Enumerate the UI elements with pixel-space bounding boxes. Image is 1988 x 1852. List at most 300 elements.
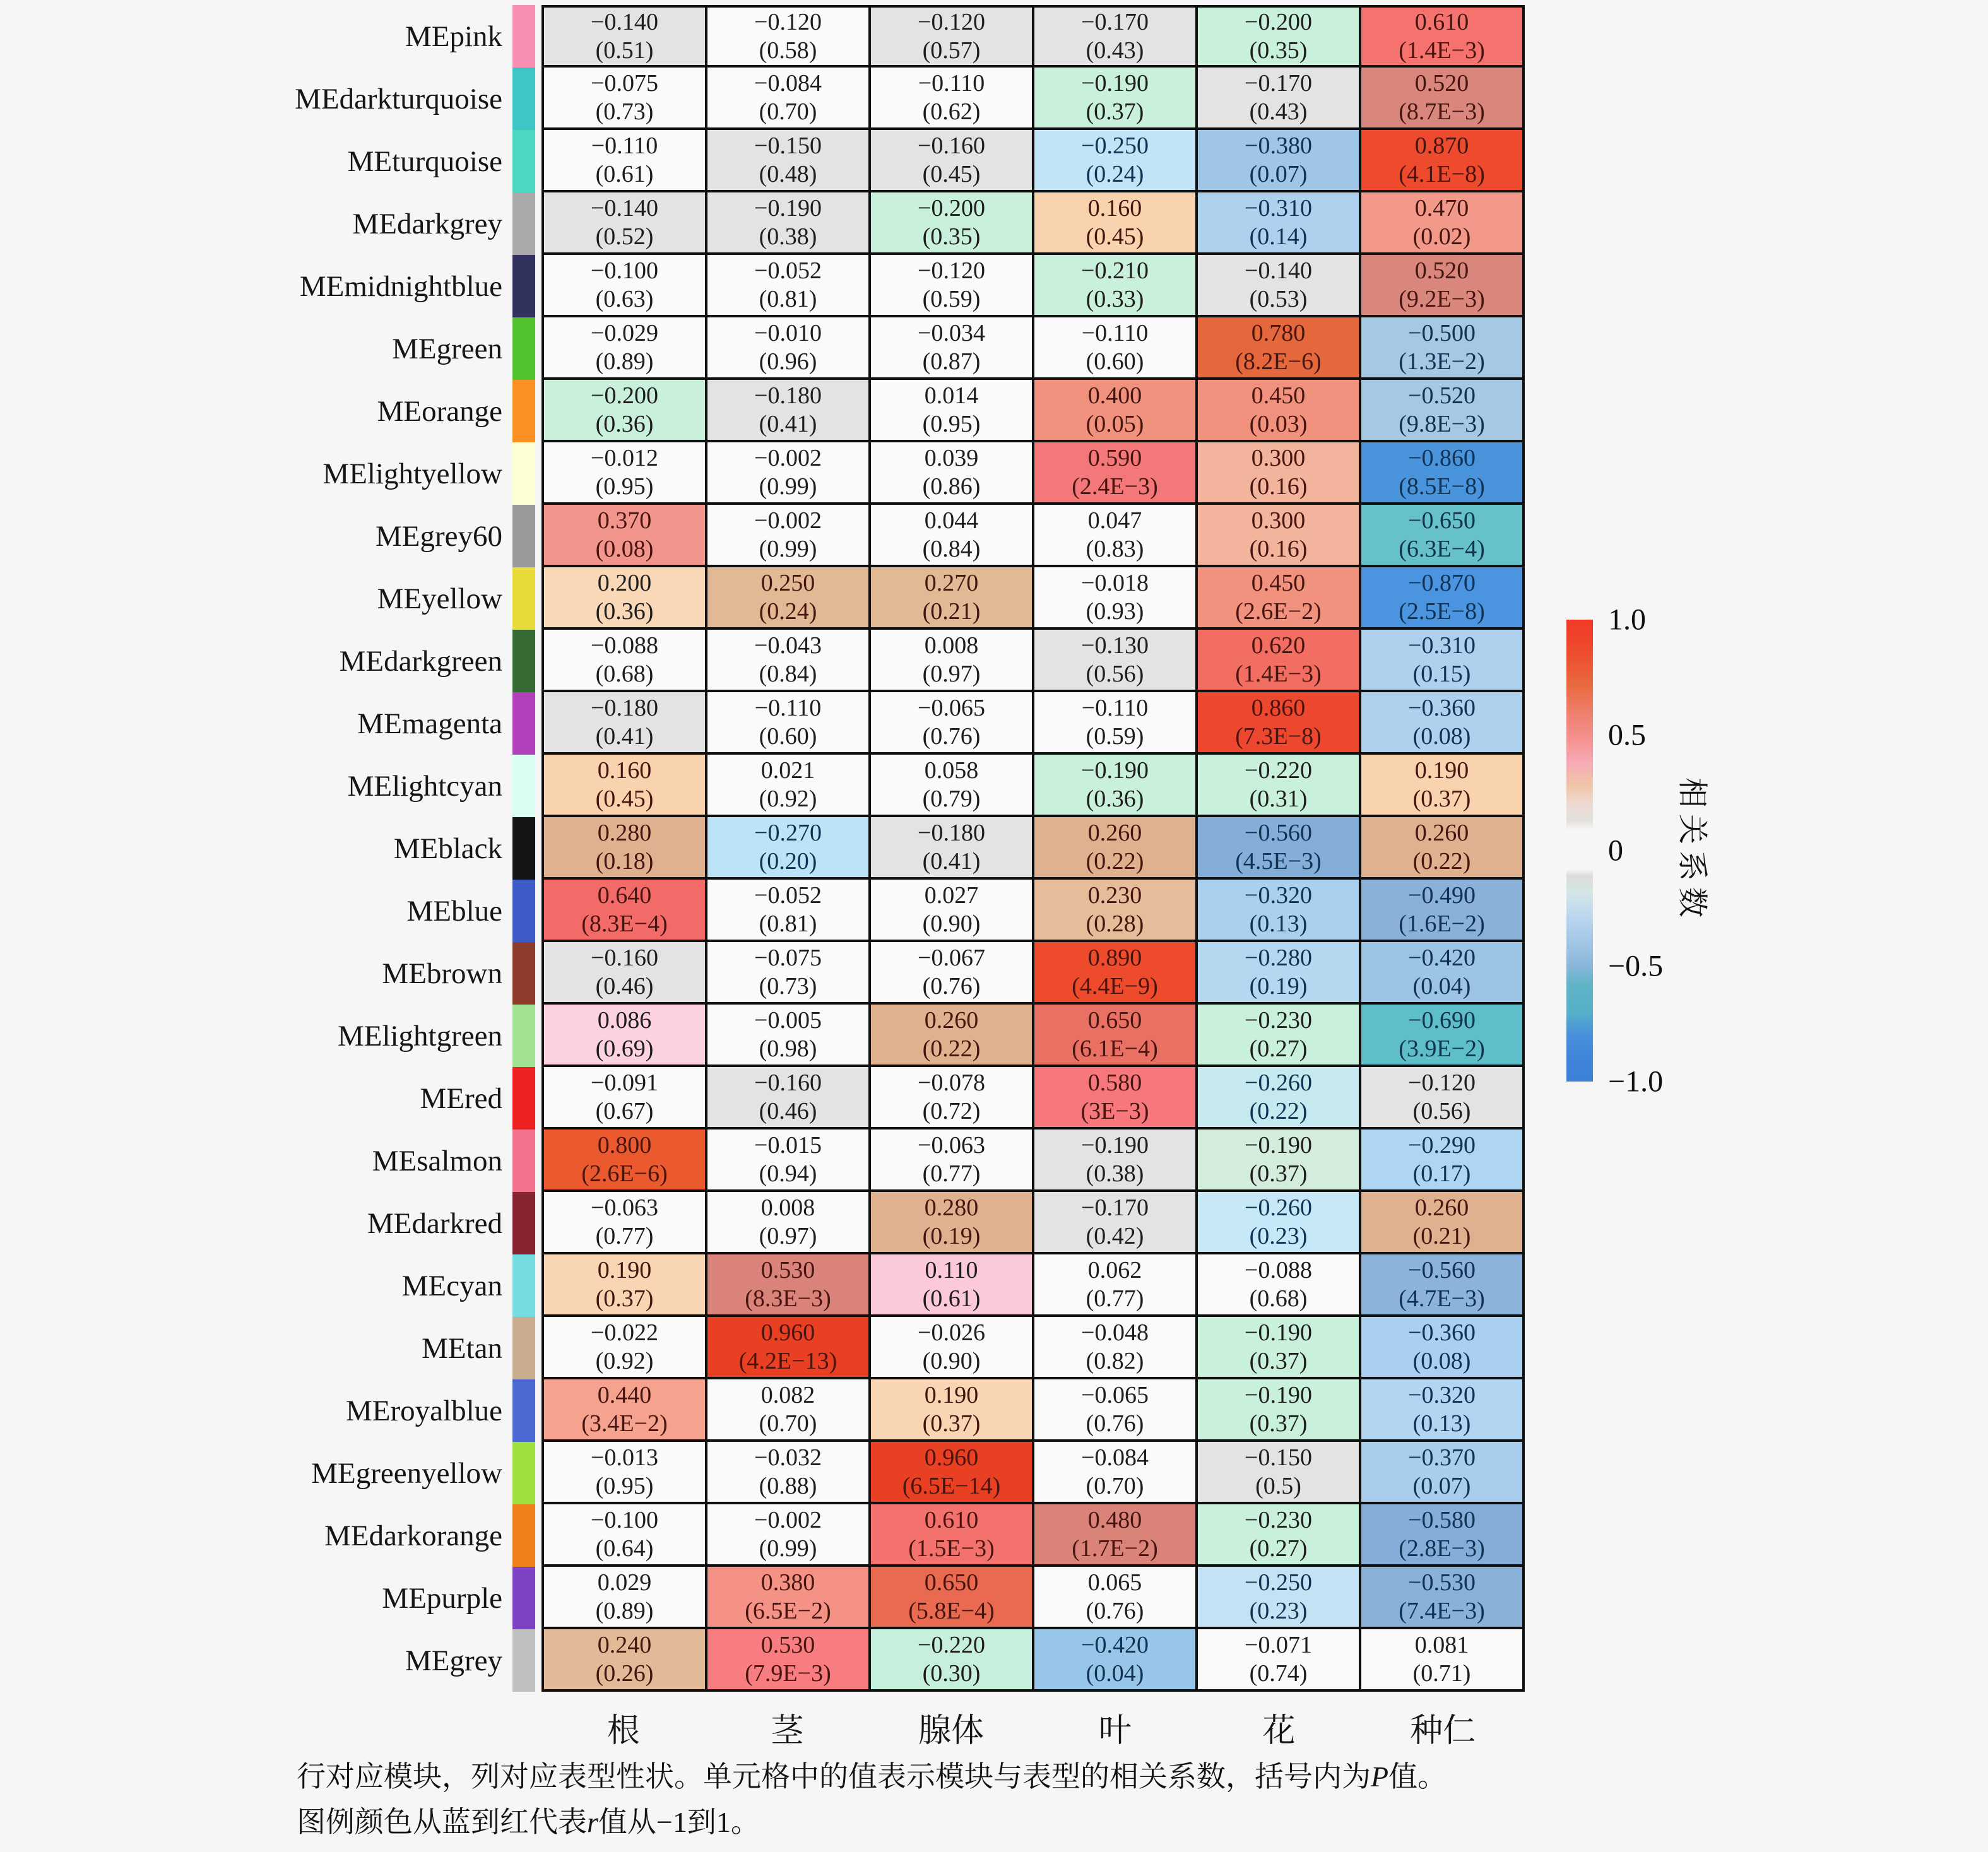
spacer: [535, 1504, 541, 1567]
heatmap-row: [0, 380, 1525, 442]
cell-correlation-value: 0.470: [1414, 194, 1469, 221]
cell-p-value: (0.69): [595, 1035, 654, 1062]
module-color-swatch: [512, 942, 535, 1005]
heatmap-cell: [1361, 5, 1525, 68]
heatmap-cell: [871, 1254, 1034, 1317]
heatmap-cell: [1361, 1504, 1525, 1567]
heatmap-cell: [1034, 505, 1198, 567]
row-label: MEbrown: [382, 957, 502, 990]
heatmap-cell: [541, 317, 707, 380]
cell-correlation-value: −0.160: [918, 132, 985, 159]
cell-correlation-value: −0.120: [918, 8, 985, 35]
spacer: [535, 442, 541, 505]
cell-correlation-value: −0.084: [754, 69, 822, 97]
cell-p-value: (0.07): [1412, 1472, 1471, 1499]
heatmap-cell: [707, 255, 871, 317]
cell-p-value: (0.98): [759, 1035, 817, 1062]
cell-correlation-value: 0.260: [924, 1006, 979, 1034]
cell-correlation-value: 0.160: [1087, 194, 1142, 221]
spacer: [535, 255, 541, 317]
heatmap-cell: [541, 130, 707, 192]
cell-p-value: (1.7E−2): [1072, 1535, 1158, 1562]
heatmap-cell: [871, 942, 1034, 1005]
heatmap-cell: [1198, 755, 1361, 817]
cell-p-value: (0.45): [1086, 223, 1144, 250]
row-label: MEorange: [377, 394, 502, 428]
cell-p-value: (0.22): [1412, 847, 1471, 875]
cell-p-value: (0.84): [922, 535, 981, 562]
heatmap-cell: [707, 1379, 871, 1442]
cell-correlation-value: 0.650: [1087, 1006, 1142, 1034]
heatmap-cell: [1361, 442, 1525, 505]
cell-p-value: (6.5E−2): [745, 1597, 831, 1624]
cell-correlation-value: −0.075: [591, 69, 658, 97]
cell-p-value: (0.30): [922, 1660, 981, 1687]
cell-p-value: (0.36): [1086, 785, 1144, 812]
cell-p-value: (0.76): [922, 972, 981, 1000]
module-color-swatch: [512, 5, 535, 68]
heatmap-cell: [1361, 942, 1525, 1005]
heatmap-cell: [1361, 1192, 1525, 1254]
cell-p-value: (0.77): [922, 1160, 981, 1187]
cell-p-value: (0.41): [759, 410, 817, 437]
heatmap-cell: [1198, 1067, 1361, 1129]
row-label: MEmagenta: [357, 707, 502, 740]
cell-p-value: (0.04): [1412, 972, 1471, 1000]
cell-p-value: (0.41): [922, 847, 981, 875]
cell-correlation-value: −0.230: [1245, 1506, 1312, 1533]
heatmap-cell: [707, 1317, 871, 1379]
heatmap-cell: [1361, 1379, 1525, 1442]
cell-correlation-value: 0.190: [1414, 757, 1469, 784]
heatmap-cell: [707, 567, 871, 630]
heatmap-cell: [707, 380, 871, 442]
caption: [297, 1754, 1447, 1845]
cell-p-value: (0.37): [1249, 1160, 1308, 1187]
cell-p-value: (0.28): [1086, 910, 1144, 937]
heatmap-cell: [1361, 1254, 1525, 1317]
heatmap-cell: [707, 1129, 871, 1192]
cell-correlation-value: 0.190: [924, 1381, 979, 1408]
cell-p-value: (0.95): [922, 410, 981, 437]
cell-correlation-value: 0.380: [760, 1569, 815, 1596]
cell-correlation-value: −0.170: [1081, 8, 1149, 35]
spacer: [535, 68, 541, 130]
spacer: [535, 1129, 541, 1192]
heatmap-row: [0, 1005, 1525, 1067]
cell-correlation-value: −0.110: [754, 694, 822, 721]
cell-p-value: (0.5): [1255, 1472, 1301, 1499]
heatmap-cell: [871, 380, 1034, 442]
module-color-swatch: [512, 1567, 535, 1629]
heatmap-cell: [707, 1067, 871, 1129]
cell-correlation-value: 0.610: [924, 1506, 979, 1533]
module-color-swatch: [512, 1192, 535, 1254]
heatmap-cell: [1361, 1629, 1525, 1692]
cell-correlation-value: 0.530: [760, 1256, 815, 1283]
cell-p-value: (0.59): [1086, 723, 1144, 750]
module-color-swatch: [512, 630, 535, 692]
heatmap-cell: [707, 630, 871, 692]
heatmap-cell: [1034, 1067, 1198, 1129]
heatmap-cell: [541, 68, 707, 130]
heatmap-cell: [871, 567, 1034, 630]
cell-p-value: (0.38): [1086, 1160, 1144, 1187]
heatmap-cell: [1361, 505, 1525, 567]
spacer: [535, 130, 541, 192]
heatmap-cell: [1198, 68, 1361, 130]
heatmap-cell: [541, 1317, 707, 1379]
cell-p-value: (0.99): [759, 535, 817, 562]
heatmap-cell: [541, 1567, 707, 1629]
heatmap-cell: [1034, 1567, 1198, 1629]
cell-p-value: (0.23): [1249, 1597, 1308, 1624]
heatmap-cell: [541, 1254, 707, 1317]
cell-p-value: (9.8E−3): [1399, 410, 1485, 437]
row-label: MEblue: [406, 894, 502, 928]
heatmap-cell: [871, 68, 1034, 130]
heatmap-cell: [1198, 630, 1361, 692]
row-label: MEblack: [393, 832, 502, 865]
cell-correlation-value: −0.120: [1408, 1069, 1476, 1096]
cell-correlation-value: −0.100: [591, 1506, 658, 1533]
cell-correlation-value: −0.560: [1245, 819, 1312, 846]
cell-p-value: (7.3E−8): [1235, 723, 1322, 750]
module-color-swatch: [512, 1379, 535, 1442]
heatmap-cell: [1361, 630, 1525, 692]
module-color-swatch: [512, 1005, 535, 1067]
cell-correlation-value: −0.120: [918, 257, 985, 284]
cell-p-value: (4.1E−8): [1399, 160, 1485, 187]
heatmap-cell: [1034, 317, 1198, 380]
cell-correlation-value: −0.100: [591, 257, 658, 284]
heatmap-cell: [541, 1379, 707, 1442]
cell-correlation-value: −0.140: [591, 8, 658, 35]
cell-p-value: (0.60): [759, 723, 817, 750]
cell-p-value: (0.90): [922, 910, 981, 937]
cell-correlation-value: −0.490: [1408, 882, 1476, 909]
cell-p-value: (0.45): [922, 160, 981, 187]
cell-correlation-value: 0.230: [1087, 882, 1142, 909]
heatmap-cell: [871, 1005, 1034, 1067]
cell-p-value: (6.3E−4): [1399, 535, 1485, 562]
column-label: 根: [606, 1713, 640, 1749]
heatmap-cell: [871, 5, 1034, 68]
heatmap-cell: [1361, 817, 1525, 880]
heatmap-cell: [541, 1442, 707, 1504]
heatmap-cell: [871, 1442, 1034, 1504]
cell-correlation-value: −0.170: [1245, 69, 1312, 97]
module-color-swatch: [512, 817, 535, 880]
cell-p-value: (0.52): [595, 223, 654, 250]
cell-p-value: (0.36): [595, 598, 654, 625]
cell-p-value: (8.2E−6): [1235, 348, 1322, 375]
cell-correlation-value: −0.063: [591, 1194, 658, 1221]
cell-p-value: (0.73): [595, 98, 654, 125]
heatmap-cell: [1034, 567, 1198, 630]
cell-correlation-value: −0.063: [918, 1131, 985, 1159]
x-axis-labels: [541, 1704, 1525, 1751]
cell-p-value: (0.70): [1086, 1472, 1144, 1499]
row-label: MEcyan: [401, 1269, 502, 1302]
cell-p-value: (0.94): [759, 1160, 817, 1187]
cell-p-value: (0.46): [759, 1097, 817, 1124]
cell-correlation-value: −0.360: [1408, 694, 1476, 721]
cell-p-value: (0.82): [1086, 1347, 1144, 1374]
heatmap-cell: [1361, 192, 1525, 255]
cell-correlation-value: −0.190: [754, 194, 822, 221]
heatmap-cell: [707, 1254, 871, 1317]
cell-p-value: (0.22): [1086, 847, 1144, 875]
cell-p-value: (2.8E−3): [1399, 1535, 1485, 1562]
heatmap-row: [0, 567, 1525, 630]
heatmap-cell: [1034, 5, 1198, 68]
heatmap-cell: [871, 1629, 1034, 1692]
cell-p-value: (8.3E−4): [581, 910, 668, 937]
row-label: MEdarkgreen: [339, 644, 502, 678]
cell-correlation-value: −0.010: [754, 319, 822, 346]
module-color-swatch: [512, 505, 535, 567]
cell-p-value: (0.24): [759, 598, 817, 625]
cell-p-value: (0.76): [922, 723, 981, 750]
heatmap-cell: [1034, 1129, 1198, 1192]
cell-p-value: (0.76): [1086, 1410, 1144, 1437]
cell-correlation-value: −0.013: [591, 1444, 658, 1471]
cell-correlation-value: 0.240: [597, 1631, 652, 1658]
legend: [1566, 603, 1831, 1099]
heatmap-cell: [1034, 1629, 1198, 1692]
row-label: MEyellow: [377, 582, 502, 615]
cell-correlation-value: −0.150: [754, 132, 822, 159]
cell-p-value: (0.92): [759, 785, 817, 812]
cell-p-value: (0.27): [1249, 1535, 1308, 1562]
cell-correlation-value: −0.190: [1081, 1131, 1149, 1159]
cell-p-value: (0.93): [1086, 598, 1144, 625]
cell-p-value: (0.33): [1086, 285, 1144, 312]
cell-p-value: (0.59): [922, 285, 981, 312]
cell-p-value: (0.05): [1086, 410, 1144, 437]
heatmap-cell: [1034, 630, 1198, 692]
heatmap-cell: [541, 1192, 707, 1254]
cell-p-value: (0.79): [922, 785, 981, 812]
cell-correlation-value: 0.047: [1087, 507, 1142, 534]
heatmap-cell: [1198, 942, 1361, 1005]
cell-p-value: (0.58): [759, 37, 817, 64]
row-label: MEmidnightblue: [299, 269, 502, 303]
heatmap-cell: [1361, 880, 1525, 942]
cell-correlation-value: −0.270: [754, 819, 822, 846]
cell-correlation-value: −0.580: [1408, 1506, 1476, 1533]
heatmap-cell: [871, 692, 1034, 755]
cell-p-value: (0.17): [1412, 1160, 1471, 1187]
cell-correlation-value: 0.029: [597, 1569, 652, 1596]
heatmap-cell: [541, 1629, 707, 1692]
cell-p-value: (7.4E−3): [1399, 1597, 1485, 1624]
cell-p-value: (3.4E−2): [581, 1410, 668, 1437]
cell-correlation-value: 0.081: [1414, 1631, 1469, 1658]
heatmap-cell: [1361, 1129, 1525, 1192]
module-color-swatch: [512, 317, 535, 380]
cell-correlation-value: −0.320: [1245, 882, 1312, 909]
column-label: 茎: [771, 1713, 804, 1749]
spacer: [535, 1629, 541, 1692]
cell-p-value: (0.26): [595, 1660, 654, 1687]
heatmap-cell: [707, 942, 871, 1005]
cell-correlation-value: −0.210: [1081, 257, 1149, 284]
heatmap-cell: [1198, 442, 1361, 505]
colorbar: [1566, 620, 1593, 1082]
row-label: MElightgreen: [337, 1019, 502, 1053]
cell-correlation-value: −0.860: [1408, 444, 1476, 471]
module-color-swatch: [512, 192, 535, 255]
heatmap-cell: [541, 1005, 707, 1067]
heatmap-cell: [541, 380, 707, 442]
heatmap-cell: [541, 630, 707, 692]
cell-correlation-value: −0.022: [591, 1319, 658, 1346]
cell-correlation-value: −0.530: [1408, 1569, 1476, 1596]
cell-p-value: (0.70): [759, 98, 817, 125]
cell-correlation-value: −0.075: [754, 944, 822, 971]
row-label: MEdarkorange: [324, 1519, 502, 1552]
heatmap-cell: [1034, 1504, 1198, 1567]
heatmap-cell: [707, 755, 871, 817]
heatmap-cell: [1198, 1567, 1361, 1629]
cell-correlation-value: −0.005: [754, 1006, 822, 1034]
cell-correlation-value: −0.034: [918, 319, 985, 346]
heatmap-cell: [541, 692, 707, 755]
cell-p-value: (0.43): [1249, 98, 1308, 125]
heatmap-cell: [871, 1567, 1034, 1629]
module-color-swatch: [512, 255, 535, 317]
cell-correlation-value: −0.110: [1081, 319, 1149, 346]
cell-correlation-value: 0.610: [1414, 8, 1469, 35]
cell-correlation-value: −0.032: [754, 1444, 822, 1471]
column-label: 种仁: [1410, 1713, 1476, 1749]
heatmap-cell: [871, 1129, 1034, 1192]
spacer: [535, 505, 541, 567]
cell-correlation-value: 0.480: [1087, 1506, 1142, 1533]
cell-p-value: (8.7E−3): [1399, 98, 1485, 125]
cell-p-value: (0.83): [1086, 535, 1144, 562]
cell-correlation-value: −0.078: [918, 1069, 985, 1096]
cell-correlation-value: −0.250: [1245, 1569, 1312, 1596]
cell-correlation-value: −0.280: [1245, 944, 1312, 971]
cell-correlation-value: 0.280: [597, 819, 652, 846]
row-label: MEpink: [405, 20, 502, 53]
heatmap-cell: [541, 505, 707, 567]
cell-p-value: (0.77): [1086, 1285, 1144, 1312]
cell-p-value: (0.63): [595, 285, 654, 312]
cell-correlation-value: −0.200: [591, 382, 658, 409]
cell-correlation-value: 0.160: [597, 757, 652, 784]
cell-correlation-value: −0.120: [754, 8, 822, 35]
cell-p-value: (0.92): [595, 1347, 654, 1374]
heatmap-cell: [871, 442, 1034, 505]
cell-correlation-value: 0.300: [1251, 444, 1306, 471]
cell-p-value: (0.51): [595, 37, 654, 64]
heatmap-cell: [1361, 1442, 1525, 1504]
heatmap-row: [0, 5, 1525, 68]
module-color-swatch: [512, 1504, 535, 1567]
heatmap-cell: [707, 192, 871, 255]
spacer: [535, 567, 541, 630]
heatmap-cell: [707, 1192, 871, 1254]
cell-correlation-value: −0.180: [591, 694, 658, 721]
cell-p-value: (0.57): [922, 37, 981, 64]
heatmap-cell: [1361, 380, 1525, 442]
cell-correlation-value: 0.870: [1414, 132, 1469, 159]
cell-p-value: (0.97): [922, 660, 981, 687]
cell-correlation-value: −0.370: [1408, 1444, 1476, 1471]
heatmap-cell: [1361, 68, 1525, 130]
module-color-swatch: [512, 1129, 535, 1192]
cell-correlation-value: −0.160: [591, 944, 658, 971]
cell-correlation-value: 0.250: [760, 569, 815, 596]
heatmap-row: [0, 1567, 1525, 1629]
heatmap-cell: [871, 630, 1034, 692]
colorbar-tick-label: 0.5: [1608, 718, 1646, 752]
cell-correlation-value: 0.027: [924, 882, 979, 909]
cell-p-value: (0.08): [595, 535, 654, 562]
heatmap-cell: [1361, 755, 1525, 817]
heatmap-cell: [707, 442, 871, 505]
module-color-swatch: [512, 130, 535, 192]
cell-p-value: (0.37): [922, 1410, 981, 1437]
cell-p-value: (4.4E−9): [1072, 972, 1158, 1000]
heatmap-cell: [1034, 68, 1198, 130]
spacer: [535, 880, 541, 942]
heatmap-cell: [707, 1005, 871, 1067]
cell-correlation-value: −0.088: [591, 632, 658, 659]
heatmap-cell: [1198, 380, 1361, 442]
cell-correlation-value: 0.058: [924, 757, 979, 784]
heatmap-cell: [541, 817, 707, 880]
heatmap-row: [0, 1317, 1525, 1379]
cell-correlation-value: −0.052: [754, 257, 822, 284]
row-label: MEroyalblue: [346, 1394, 502, 1427]
heatmap-row: [0, 1129, 1525, 1192]
heatmap-row: [0, 1192, 1525, 1254]
cell-correlation-value: −0.084: [1081, 1444, 1149, 1471]
spacer: [535, 5, 541, 68]
cell-correlation-value: −0.250: [1081, 132, 1149, 159]
module-color-swatch: [512, 68, 535, 130]
cell-p-value: (0.37): [595, 1285, 654, 1312]
cell-correlation-value: 0.082: [760, 1381, 815, 1408]
cell-p-value: (0.61): [922, 1285, 981, 1312]
heatmap-cell: [707, 1442, 871, 1504]
cell-p-value: (0.27): [1249, 1035, 1308, 1062]
cell-correlation-value: 0.640: [597, 882, 652, 909]
cell-correlation-value: −0.190: [1245, 1319, 1312, 1346]
heatmap-cell: [1034, 1254, 1198, 1317]
spacer: [535, 1067, 541, 1129]
cell-p-value: (0.07): [1249, 160, 1308, 187]
heatmap-cell: [541, 880, 707, 942]
cell-p-value: (0.02): [1412, 223, 1471, 250]
cell-p-value: (0.15): [1412, 660, 1471, 687]
heatmap-cell: [871, 1379, 1034, 1442]
heatmap-cell: [1198, 880, 1361, 942]
module-color-swatch: [512, 692, 535, 755]
cell-correlation-value: −0.310: [1245, 194, 1312, 221]
cell-correlation-value: −0.002: [754, 1506, 822, 1533]
heatmap-cell: [1361, 1317, 1525, 1379]
cell-correlation-value: −0.015: [754, 1131, 822, 1159]
heatmap-row: [0, 1379, 1525, 1442]
heatmap-cell: [1198, 1629, 1361, 1692]
heatmap-cell: [871, 317, 1034, 380]
